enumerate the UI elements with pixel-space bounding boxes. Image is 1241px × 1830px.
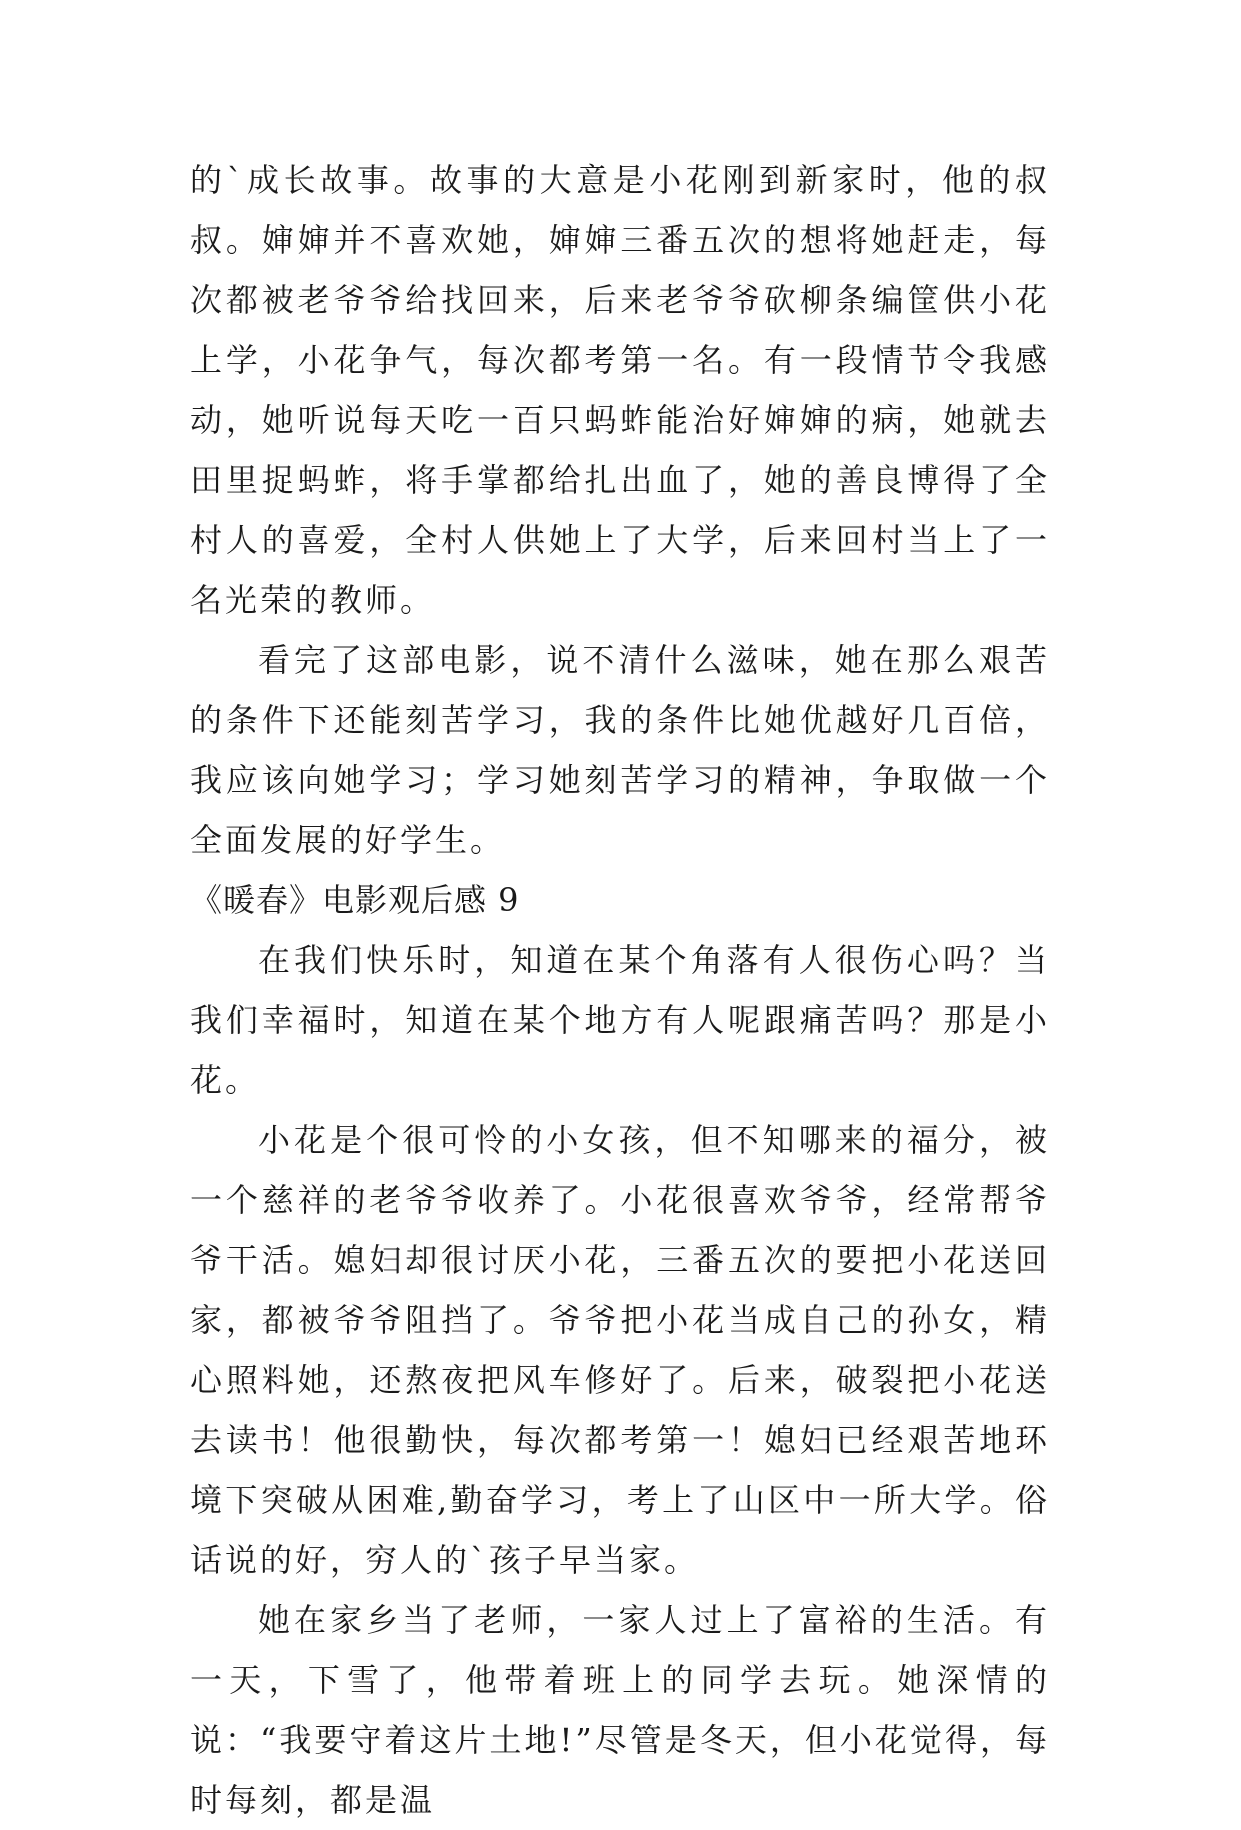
- section-heading: 《暖春》电影观后感 9: [190, 881, 520, 919]
- paragraph-teacher: 她在家乡当了老师，一家人过上了富裕的生活。有一天，下雪了，他带着班上的同学去玩。她深情的说：“我要守着这片土地!”尽管是冬天，但小花觉得，每时每刻，都是温: [190, 1601, 1050, 1819]
- paragraph-xiaohua: 小花是个很可怜的小女孩，但不知哪来的福分，被一个慈祥的老爷爷收养了。小花很喜欢爷爷，经常帮爷爷干活。媳妇却很讨厌小花，三番五次的要把小花送回家，都被爷爷阻挡了。爷爷把小花当成自己的孙女，精心照料她，还熬夜把风车修好了。后来，破裂把小花送去读书！他很勤快，每次都考第一！媳妇已经艰苦地环境下突破从困难,勤奋学习，考上了山区中一所大学。俗话说的好，穷人的`孩子早当家。: [190, 1121, 1050, 1579]
- paragraph-story-summary: 的`成长故事。故事的大意是小花刚到新家时，他的叔叔。婶婶并不喜欢她，婶婶三番五次的想将她赶走，每次都被老爷爷给找回来，后来老爷爷砍柳条编筐供小花上学，小花争气，每次都考第一名。有一段情节令我感动，她听说每天吃一百只蚂蚱能治好婶婶的病，她就去田里捉蚂蚱，将手掌都给扎出血了，她的善良博得了全村人的喜爱，全村人供她上了大学，后来回村当上了一名光荣的教师。: [190, 161, 1050, 619]
- document-page: [190, 150, 1050, 1830]
- paragraph-intro: 在我们快乐时，知道在某个角落有人很伤心吗？当我们幸福时，知道在某个地方有人呢跟痛苦吗？那是小花。: [190, 941, 1050, 1099]
- paragraph-reflection: 看完了这部电影，说不清什么滋味，她在那么艰苦的条件下还能刻苦学习，我的条件比她优越好几百倍，我应该向她学习；学习她刻苦学习的精神，争取做一个全面发展的好学生。: [190, 641, 1050, 859]
